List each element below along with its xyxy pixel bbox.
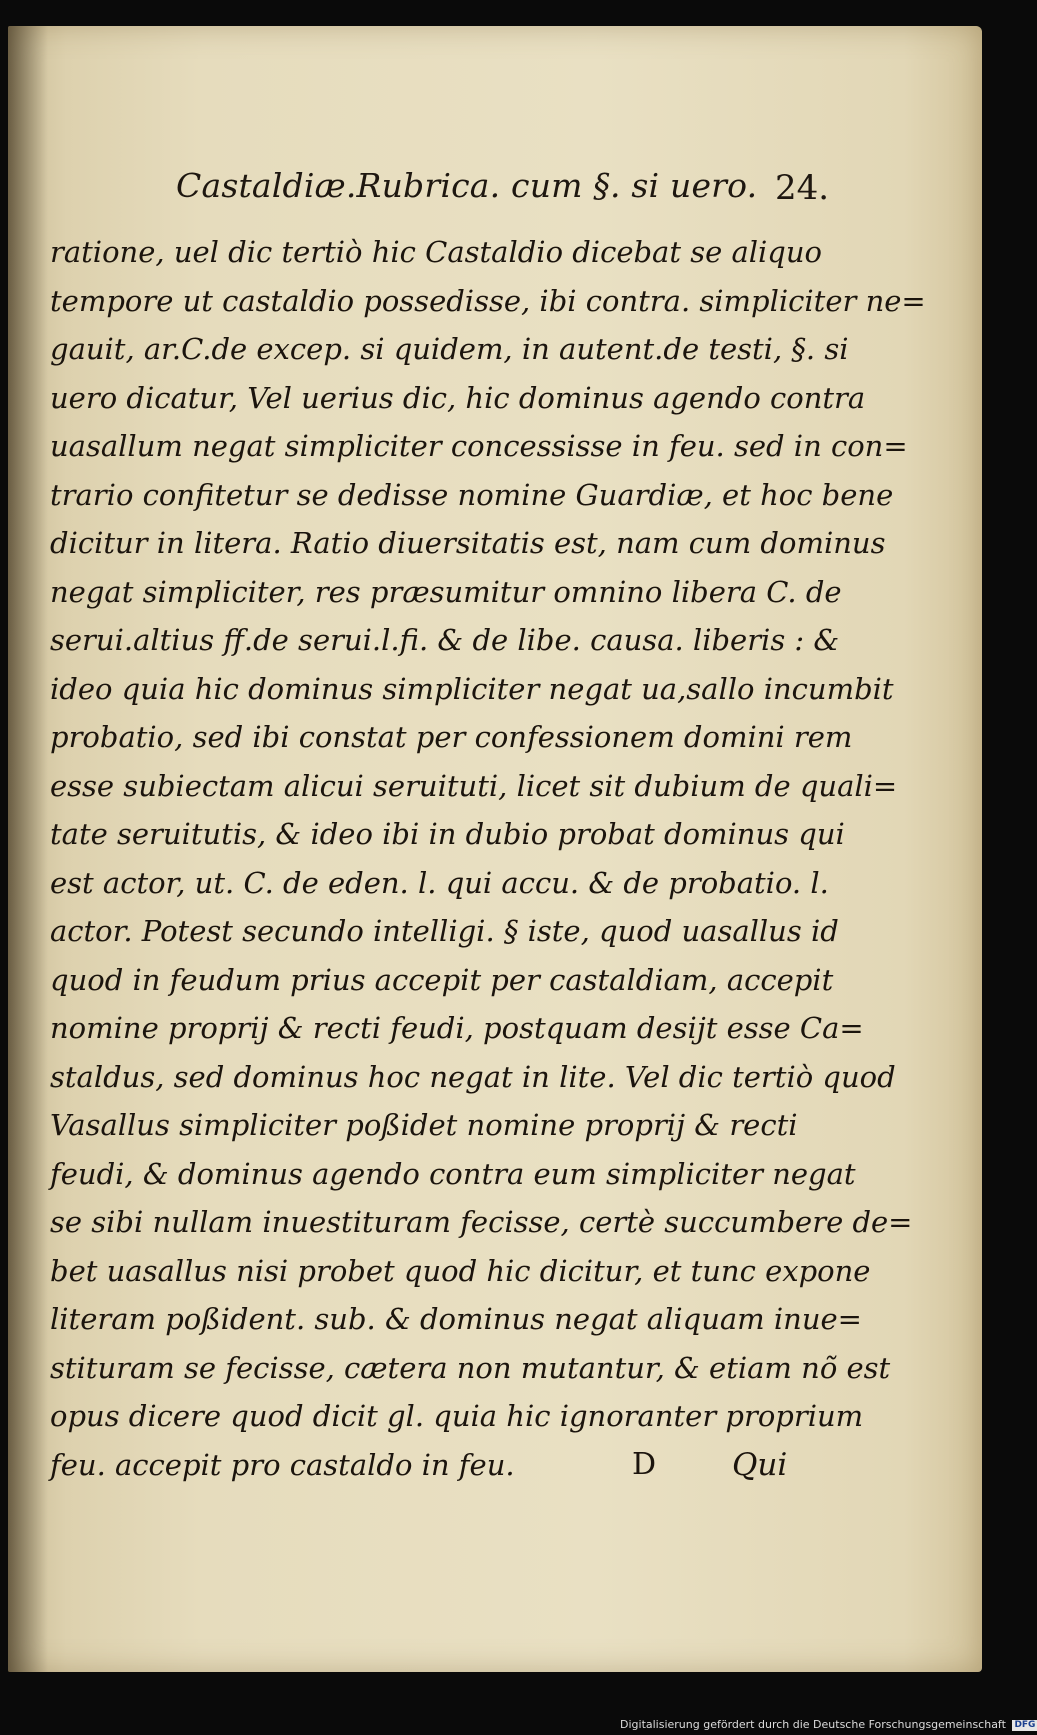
dfg-logo: DFG	[1014, 1719, 1036, 1730]
text-line: esse subiectam alicui seruituti, licet sit dubium de quali=	[50, 768, 898, 803]
text-line: est actor, ut. C. de eden. l. qui accu. & de probatio. l.	[50, 865, 829, 900]
text-line: probatio, sed ibi constat per confessionem domini rem	[50, 720, 853, 754]
credit-text: Digitalisierung gefördert durch die Deutsche Forschungsgemeinschaft	[620, 1718, 1006, 1731]
digitization-credit	[620, 1718, 1037, 1731]
text-line: serui.altius ff.de serui.l.fi. & de libe. causa. liberis : &	[50, 623, 840, 657]
text-line: Vasallus simpliciter poßidet nomine proprij & recti	[50, 1108, 798, 1142]
text-line: ratione, uel dic tertiò hic Castaldio dicebat se aliquo	[50, 235, 823, 269]
text-line: tate seruitutis, & ideo ibi in dubio probat dominus qui	[50, 817, 845, 851]
text-line: trario confitetur se dedisse nomine Guardiæ, et hoc bene	[50, 477, 894, 512]
text-line: feu. accepit pro castaldo in feu.	[50, 1447, 515, 1482]
text-line: gauit, ar.C.de excep. si quidem, in autent.de testi, §. si	[50, 332, 849, 366]
text-line: literam poßident. sub. & dominus negat aliquam inue=	[50, 1302, 862, 1336]
text-line: opus dicere quod dicit gl. quia hic ignoranter proprium	[50, 1399, 864, 1433]
text-line: uero dicatur, Vel uerius dic, hic dominus agendo contra	[50, 380, 866, 415]
page-gutter-shadow	[8, 26, 48, 1672]
running-head: Castaldiæ.Rubrica. cum §. si uero.	[176, 166, 758, 205]
text-line: ideo quia hic dominus simpliciter negat ua,sallo incumbit	[50, 671, 894, 706]
text-line: staldus, sed dominus hoc negat in lite. Vel dic tertiò quod	[50, 1059, 896, 1094]
text-line: se sibi nullam inuestituram fecisse, certè succumbere de=	[50, 1205, 913, 1239]
text-line: quod in feudum prius accepit per castaldiam, accepit	[50, 962, 834, 997]
text-line: actor. Potest secundo intelligi. § iste, quod uasallus id	[50, 914, 839, 948]
text-line: dicitur in litera. Ratio diuersitatis est, nam cum dominus	[50, 526, 886, 560]
body-text	[50, 228, 926, 1489]
text-line: uasallum negat simpliciter concessisse in feu. sed in con=	[50, 429, 908, 463]
text-line: feudi, & dominus agendo contra eum simpliciter negat	[50, 1156, 856, 1191]
catchword: Qui	[732, 1447, 788, 1483]
text-line: nomine proprij & recti feudi, postquam desijt esse Ca=	[50, 1011, 864, 1045]
text-line: bet uasallus nisi probet quod hic dicitur, et tunc expone	[50, 1253, 871, 1288]
text-line: tempore ut castaldio possedisse, ibi contra. simpliciter ne=	[50, 283, 926, 318]
text-line: stituram se fecisse, cætera non mutantur, & etiam nõ est	[50, 1350, 891, 1385]
folio-number: 24.	[775, 168, 830, 208]
text-line: negat simpliciter, res præsumitur omnino libera C. de	[50, 574, 842, 609]
signature-mark: D	[632, 1447, 657, 1482]
